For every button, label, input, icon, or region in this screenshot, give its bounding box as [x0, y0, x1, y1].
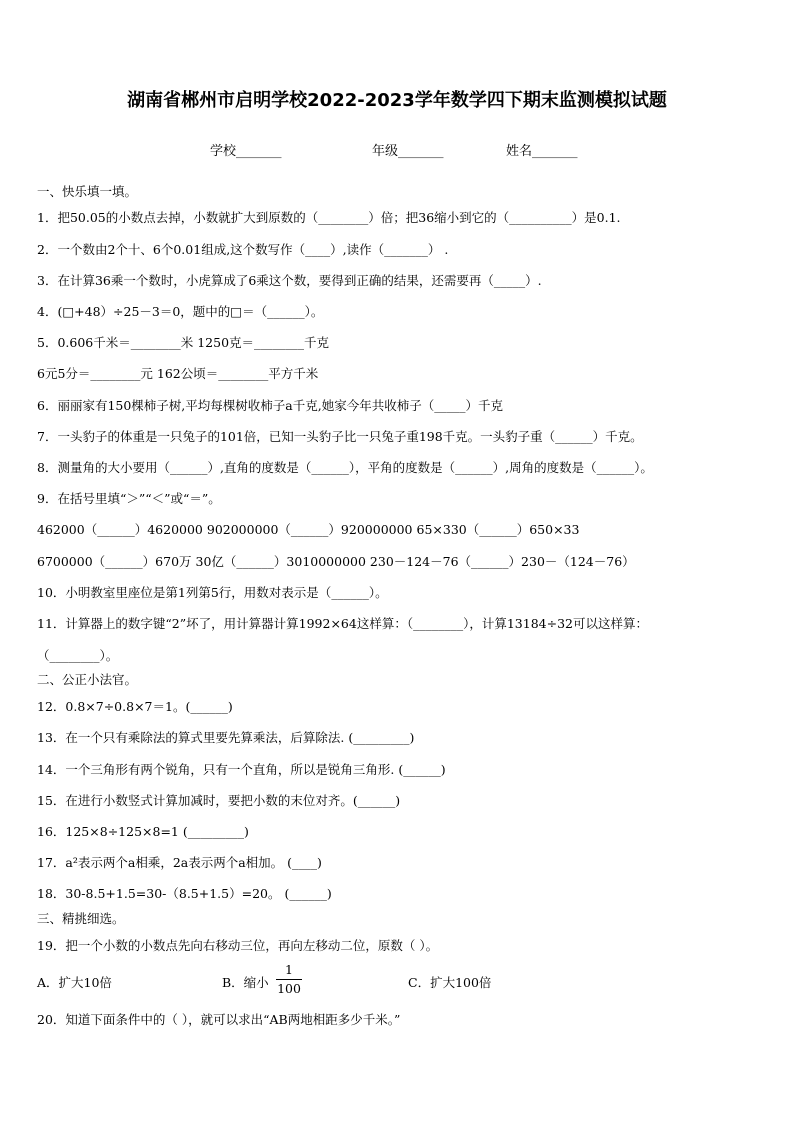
question-14: 14．一个三角形有两个锐角，只有一个直角，所以是锐角三角形. (______) — [37, 762, 446, 777]
question-5-line-2: 6元5分＝________元 162公顷＝________平方千米 — [37, 366, 319, 381]
question-11-line-1: 11．计算器上的数字键“2”坏了，用计算器计算1992×64这样算：（________），计算13184÷32可以这样算： — [37, 616, 648, 631]
grade-field: 年级_______ — [372, 144, 444, 159]
section-heading-1: 一、快乐填一填。 — [37, 184, 138, 199]
fraction-denominator: 100 — [277, 981, 301, 996]
question-19-option-a: A．扩大10倍 — [37, 975, 112, 990]
question-17: 17．a²表示两个a相乘，2a表示两个a相加。 (____) — [37, 855, 322, 870]
question-12: 12．0.8×7÷0.8×7＝1。(______) — [37, 699, 233, 714]
question-15: 15．在进行小数竖式计算加减时，要把小数的末位对齐。(______) — [37, 793, 401, 808]
question-20: 20．知道下面条件中的（ ），就可以求出“AB两地相距多少千米。” — [37, 1012, 401, 1027]
question-3: 3．在计算36乘一个数时，小虎算成了6乘这个数，要得到正确的结果，还需要再（_____）. — [37, 273, 542, 288]
question-10: 10．小明教室里座位是第1列第5行，用数对表示是（______）。 — [37, 585, 388, 600]
question-9-row-2: 6700000（______）670万 30亿（______）3010000000 230－124－76（______）230－（124－76） — [37, 554, 635, 569]
question-5-line-1: 5．0.606千米＝________米 1250克＝________千克 — [37, 335, 330, 350]
question-1: 1．把50.05的小数点去掉，小数就扩大到原数的（________）倍；把36缩小到它的（__________）是0.1. — [37, 210, 621, 225]
question-16: 16．125×8÷125×8=1 (_________) — [37, 824, 249, 839]
section-heading-3: 三、精挑细选。 — [37, 911, 125, 926]
question-2: 2．一个数由2个十、6个0.01组成,这个数写作（____）,读作（_______） . — [37, 242, 449, 257]
fraction-one-hundredth — [276, 962, 302, 997]
name-field: 姓名_______ — [506, 144, 578, 159]
question-19: 19．把一个小数的小数点先向右移动三位，再向左移动二位，原数（ ）。 — [37, 938, 439, 953]
question-6: 6．丽丽家有150棵柿子树,平均每棵树收柿子a千克,她家今年共收柿子（_____）千克 — [37, 398, 503, 413]
section-heading-2: 二、公正小法官。 — [37, 672, 138, 687]
question-19-option-c: C．扩大100倍 — [408, 975, 492, 990]
fraction-bar — [276, 979, 302, 980]
question-19-option-b: B．缩小 — [222, 975, 269, 990]
question-8: 8．测量角的大小要用（______）,直角的度数是（______），平角的度数是（______）,周角的度数是（______）。 — [37, 460, 653, 475]
question-13: 13．在一个只有乘除法的算式里要先算乘法，后算除法. (_________) — [37, 730, 415, 745]
question-11-line-2: （________）。 — [37, 648, 119, 663]
question-18: 18．30-8.5+1.5=30-（8.5+1.5）=20。 (______) — [37, 886, 332, 901]
fraction-numerator: 1 — [285, 962, 293, 977]
page-title: 湖南省郴州市启明学校2022-2023学年数学四下期末监测模拟试题 — [127, 90, 667, 111]
question-7: 7．一头豹子的体重是一只兔子的101倍，已知一头豹子比一只兔子重198千克。一头豹子重（______）千克。 — [37, 429, 643, 444]
school-field: 学校_______ — [210, 144, 282, 159]
question-9: 9．在括号里填“＞”“＜”或“＝”。 — [37, 491, 221, 506]
question-9-row-1: 462000（______）4620000 902000000（______）920000000 65×330（______）650×33 — [37, 522, 580, 537]
question-4: 4．(□+48）÷25－3＝0，题中的□＝（______）。 — [37, 304, 324, 319]
